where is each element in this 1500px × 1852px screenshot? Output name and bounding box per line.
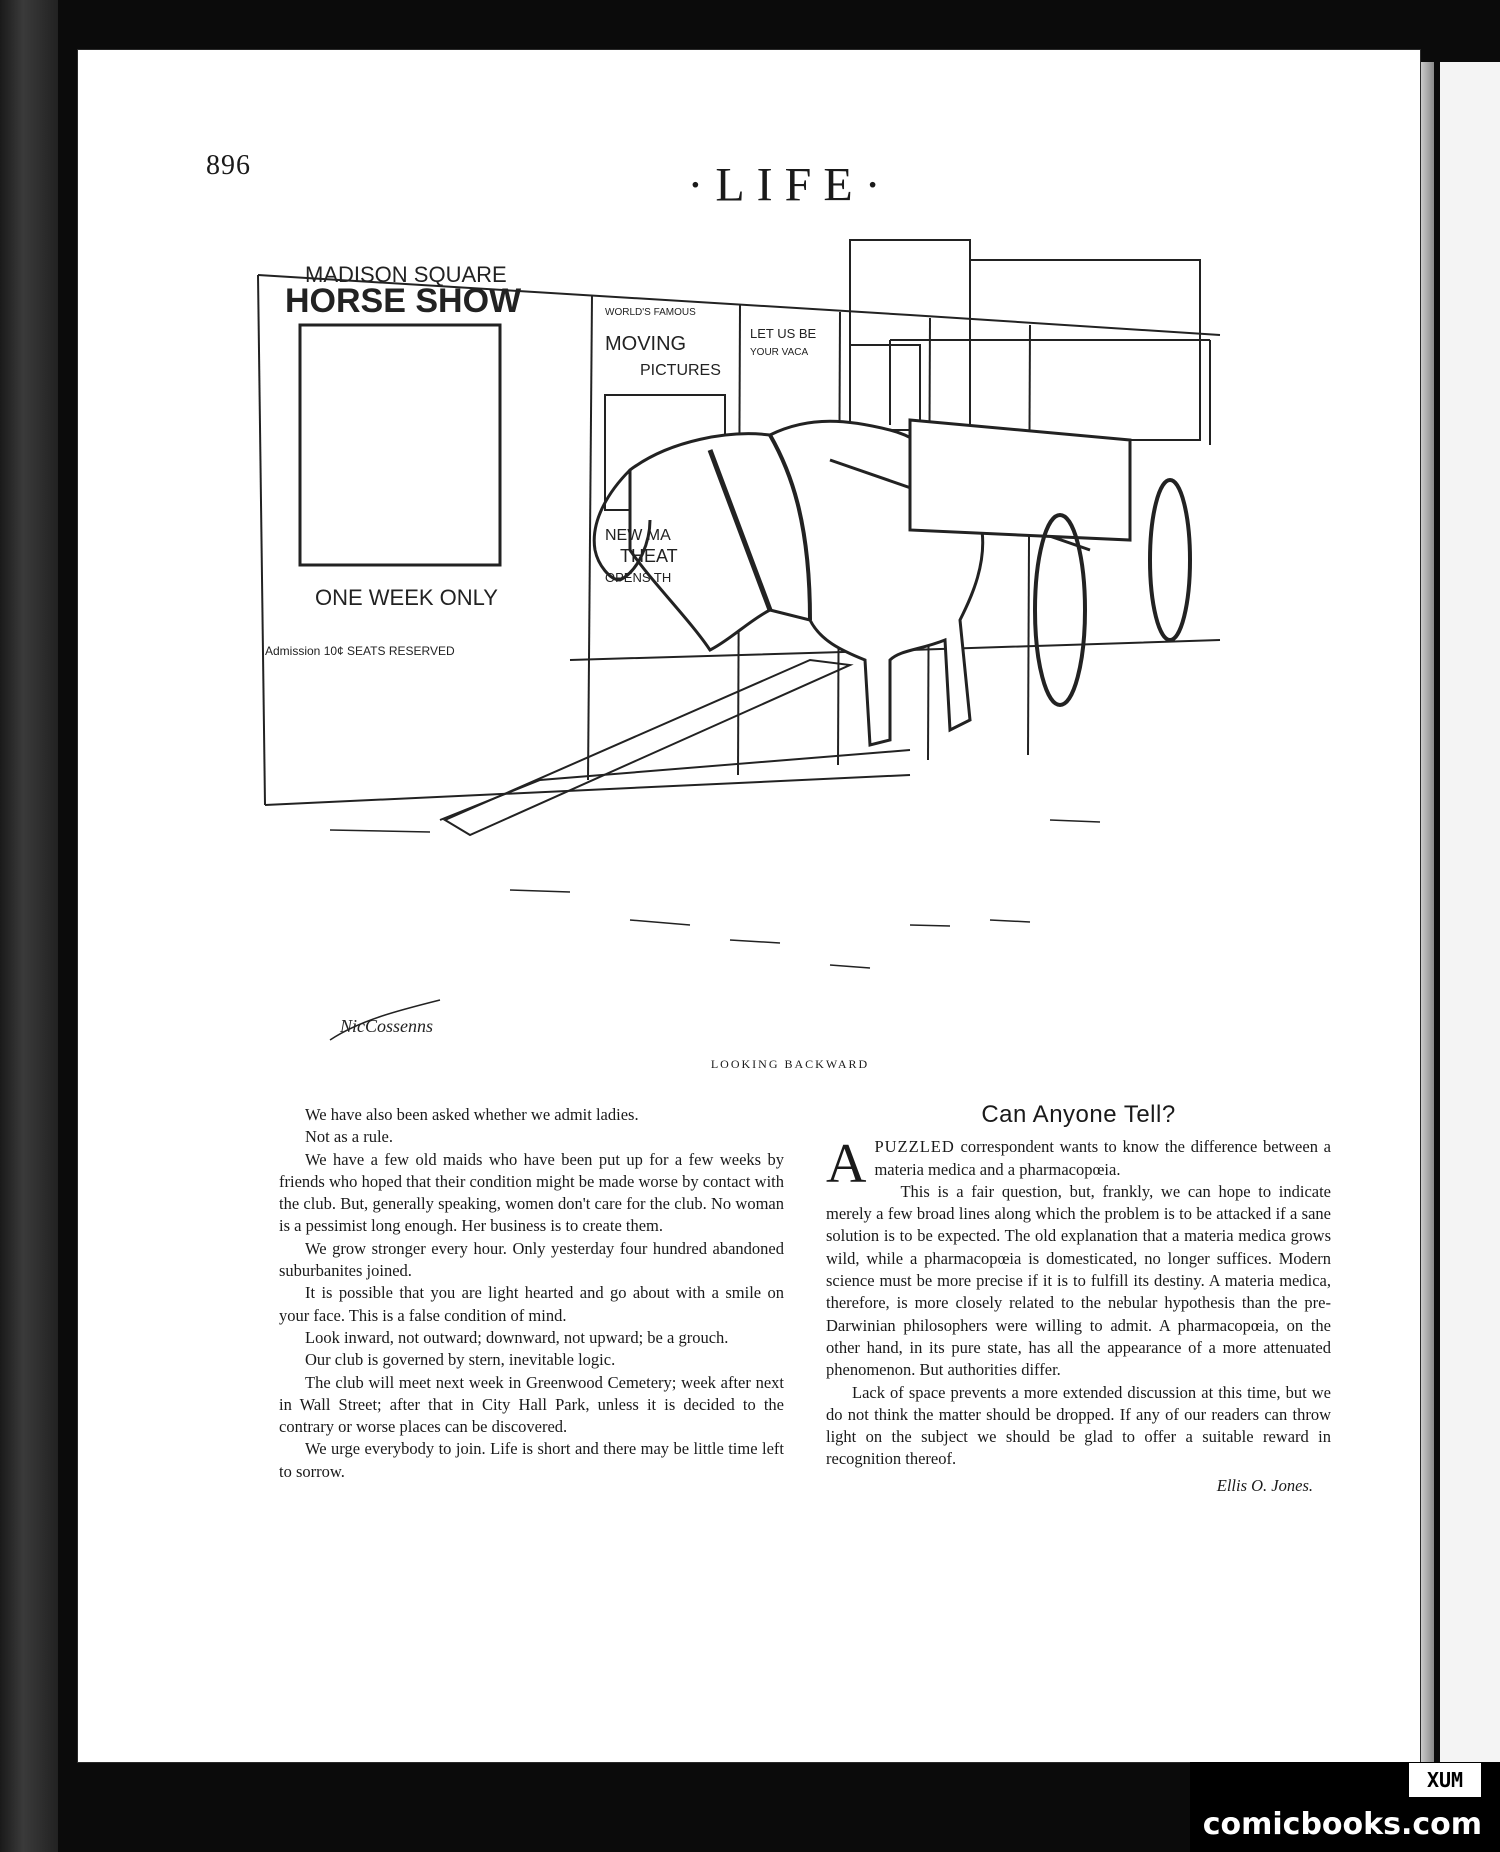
- curb-edge: [445, 660, 850, 835]
- poster-horse-footer: ONE WEEK ONLY: [315, 585, 498, 610]
- building-left: [850, 240, 970, 430]
- artist-signature: NicCossenns: [340, 1016, 434, 1036]
- poster-moving-line1: MOVING: [605, 333, 687, 355]
- poster-third-line2: YOUR VACA: [750, 347, 809, 358]
- paragraph: Lack of space prevents a more extended discussion at this time, but we do not think the matter should be dropped. If any of our readers can throw light on the subject we should be glad to offer a suitable reward in recognition thereof.: [826, 1382, 1331, 1469]
- facing-page-edge: [1440, 62, 1500, 1762]
- paragraph: We have a few old maids who have been put up for a few weeks by friends who hoped that their condition might be made worse by contact with the club. But, generally speaking, women don't care for the club. No woman is a pessimist long enough. Her business is to create them.: [279, 1149, 784, 1236]
- wagon-wheel-far: [1150, 480, 1190, 640]
- first-paragraph: [826, 1133, 1331, 1196]
- lead-word: PUZZLED: [874, 1137, 955, 1157]
- watermark-tag: XUM: [1408, 1762, 1482, 1798]
- masthead-title: ·LIFE·: [687, 158, 893, 212]
- illustration-caption: LOOKING BACKWARD: [710, 1057, 870, 1071]
- scan-left-margin: [0, 0, 58, 1852]
- drop-cap: A: [826, 1133, 867, 1196]
- paragraph: We have also been asked whether we admit ladies.: [305, 1105, 639, 1124]
- poster-horse-admission: Admission 10¢ SEATS RESERVED: [265, 644, 455, 658]
- street-cobbles: [330, 820, 1100, 968]
- building-right: [970, 260, 1200, 440]
- paragraph: This is a fair question, but, frankly, we can hope to indicate merely a few broad lines along which the problem is to be attacked if a sane solution is to be expected. The old explanation that a materia medica grows wild, while a pharmacopœia is domesticated, no longer suffices. Modern science must be more precise if it is to fulfill its destiny. A materia medica, therefore, is more closely related to the nebular hypothesis than the pre-Darwinian philosophers were willing to admit. A pharmacopœia, on the other hand, in its pure state, has all the appearance of a more attenuated phenomenon. But authorities differ.: [826, 1181, 1331, 1380]
- first-paragraph-text: correspondent wants to know the difference between a materia medica and a pharmacopœia.: [874, 1137, 1331, 1179]
- author-byline: Ellis O. Jones.: [1216, 1475, 1313, 1495]
- paragraph: Look inward, not outward; downward, not upward; be a grouch.: [305, 1327, 729, 1347]
- paragraph: Our club is governed by stern, inevitable logic.: [305, 1350, 616, 1370]
- page-number: 896: [206, 150, 251, 181]
- paragraph: It is possible that you are light hearted and go about with a smile on your face. This is a false condition of mind.: [279, 1283, 784, 1325]
- poster-moving-line0: WORLD'S FAMOUS: [605, 307, 696, 318]
- page-edge: [1420, 62, 1434, 1762]
- poster-theatre-line3: OPENS TH: [605, 570, 672, 585]
- paragraph: We urge everybody to join. Life is short and there may be little time left to sorrow.: [279, 1439, 784, 1481]
- wagon-wheel-near: [1035, 515, 1085, 705]
- poster-theatre-line1: NEW MA: [605, 527, 671, 544]
- paragraph: Not as a rule.: [305, 1127, 393, 1147]
- article-title: Can Anyone Tell?: [981, 1101, 1176, 1128]
- wagon-bed: [910, 420, 1130, 540]
- poster-third-line1: LET US BE: [750, 326, 817, 341]
- poster-theatre-line2: THEAT: [620, 546, 678, 566]
- watermark-site: comicbooks.com: [1202, 1807, 1482, 1842]
- paragraph: We grow stronger every hour. Only yesterday four hundred abandoned suburbanites joined.: [279, 1238, 784, 1281]
- illustration-looking-backward: [210, 220, 1340, 1060]
- poster-horse-line2: HORSE SHOW: [285, 282, 522, 320]
- right-column: [826, 1101, 1331, 1497]
- poster-horse-line1: MADISON SQUARE: [305, 262, 507, 287]
- left-column: [279, 1104, 784, 1483]
- paragraph: The club will meet next week in Greenwood Cemetery; week after next in Wall Street; after that in City Hall Park, unless it is decided to the contrary or worse places can be discovered.: [279, 1372, 784, 1437]
- poster-moving-line2: PICTURES: [640, 362, 721, 379]
- poster-horse-frame: [300, 325, 500, 565]
